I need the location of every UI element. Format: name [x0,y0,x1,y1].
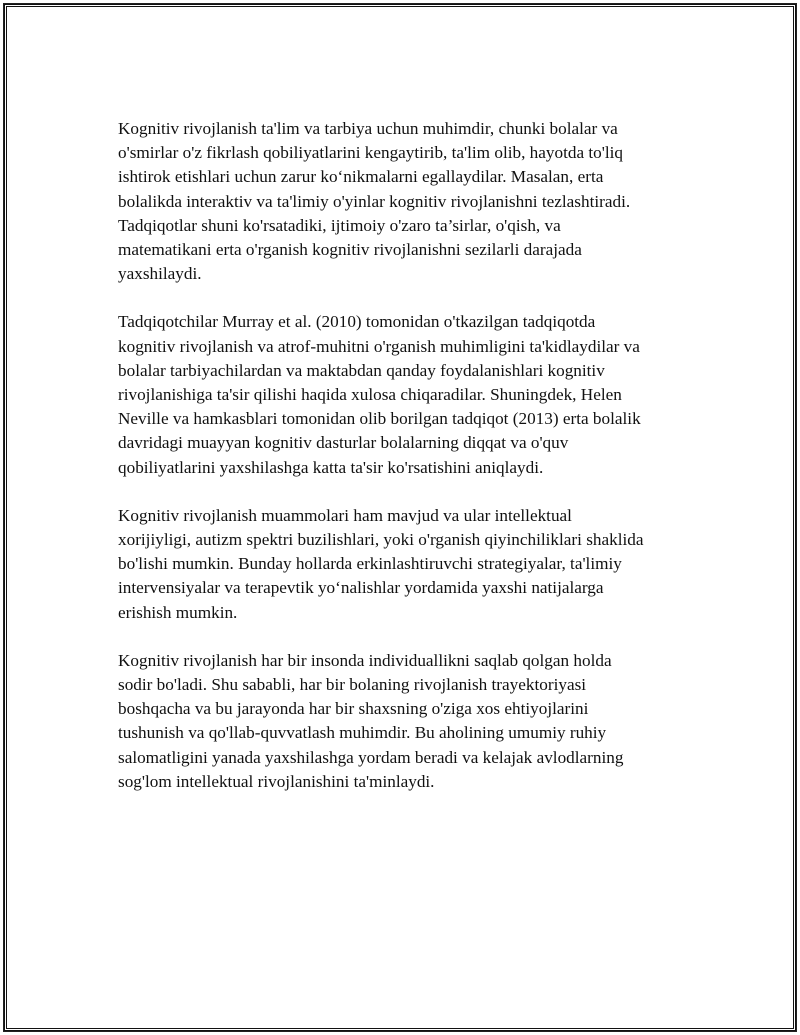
text-line: bolalikda interaktiv va ta'limiy o'yinlar kognitiv rivojlanishni tezlashtiradi. [118,191,631,211]
paragraph [118,117,686,286]
paragraph [118,310,686,479]
text-line: salomatligini yanada yaxshilashga yordam beradi va kelajak avlodlarning [118,747,624,767]
text-line: davridagi muayyan kognitiv dasturlar bolalarning diqqat va o'quv [118,433,569,453]
text-line: boshqacha va bu jarayonda har bir shaxsning o'ziga xos ehtiyojlarini [118,699,589,719]
text-line: o'smirlar o'z fikrlash qobiliyatlarini kengaytirib, ta'lim olib, hayotda to'liq [118,143,623,163]
text-line: sog'lom intellektual rivojlanishini ta'minlaydi. [118,771,435,791]
text-line: Tadqiqotchilar Murray et al. (2010) tomonidan o'tkazilgan tadqiqotda [118,312,596,332]
text-line: Kognitiv rivojlanish har bir insonda individuallikni saqlab qolgan holda [118,650,612,670]
text-line: ishtirok etishlari uchun zarur ko‘nikmalarni egallaydilar. Masalan, erta [118,167,604,187]
text-line: bolalar tarbiyachilardan va maktabdan qanday foydalanishlari kognitiv [118,360,605,380]
text-line: qobiliyatlarini yaxshilashga katta ta'sir ko'rsatishini aniqlaydi. [118,457,544,477]
paragraph [118,504,686,625]
text-line: xorijiyligi, autizm spektri buzilishlari, yoki o'rganish qiyinchiliklari shaklida [118,530,644,550]
text-line: matematikani erta o'rganish kognitiv rivojlanishni sezilarli darajada [118,240,582,260]
text-line: kognitiv rivojlanish va atrof-muhitni o'rganish muhimligini ta'kidlaydilar va [118,336,640,356]
text-line: intervensiyalar va terapevtik yo‘nalishlar yordamida yaxshi natijalarga [118,578,604,598]
text-line: rivojlanishiga ta'sir qilishi haqida xulosa chiqaradilar. Shuningdek, Helen [118,385,622,405]
document-body [118,117,686,818]
text-line: tushunish va qo'llab-quvvatlash muhimdir. Bu aholining umumiy ruhiy [118,723,607,743]
text-line: sodir bo'ladi. Shu sababli, har bir bolaning rivojlanish trayektoriyasi [118,675,587,695]
text-line: bo'lishi mumkin. Bunday hollarda erkinlashtiruvchi strategiyalar, ta'limiy [118,554,622,574]
paragraph [118,649,686,794]
text-line: yaxshilaydi. [118,264,202,284]
text-line: Tadqiqotlar shuni ko'rsatadiki, ijtimoiy o'zaro ta’sirlar, o'qish, va [118,215,561,235]
text-line: Kognitiv rivojlanish muammolari ham mavjud va ular intellektual [118,505,572,525]
text-line: Kognitiv rivojlanish ta'lim va tarbiya uchun muhimdir, chunki bolalar va [118,119,618,138]
text-line: Neville va hamkasblari tomonidan olib borilgan tadqiqot (2013) erta bolalik [118,409,641,429]
text-line: erishish mumkin. [118,602,238,622]
